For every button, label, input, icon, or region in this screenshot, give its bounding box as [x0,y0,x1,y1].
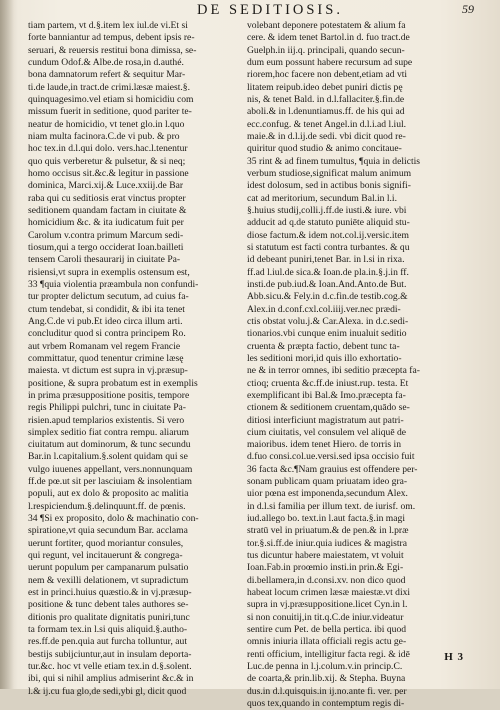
text-line: seruari, & reuersis restitui bona dimissa, se- [28,44,197,56]
text-line: homicidium &c. & ita iudicatum fuit per [28,217,184,229]
text-line: cere. & idem tenet Bartol.in d. fuo tract.de [247,32,410,44]
text-line: ti.de laude,in tract.de crimi.læsæ maiest.§. [28,81,190,93]
text-line: Alex.in d.conf.cxl.col.iiij.ver.nec prædi- [247,303,401,315]
text-line: quiritur quod studio & animo concitaue- [247,143,402,155]
text-line: tus dicuntur habere maiestatem, vt voluit [247,550,404,562]
text-line: regis Philippi pulchri, tunc in ciuitate Pa- [28,402,187,414]
text-line: maioribus. idem tenet Hiero. de torris in [247,439,401,451]
text-line: positione, & supra probatum est in exemplis [28,377,198,389]
text-line: omnis iniuria illata officiali regis actu ge- [247,636,407,648]
text-line: 33 ¶quia violentia præambula non confundi- [28,278,199,290]
text-line: aboli.& in l.denuntiamus.ff. de his qui ad [247,106,405,118]
text-line: ditionis pro qualitate dignitatis puniri,tunc [28,611,190,623]
text-line: ctioq; cruenta &c.ff.de iniust.rup. testa. Et [247,377,409,389]
text-line: de coarta,& prin.lib.xij. & Stepha. Buyna [247,673,406,685]
text-line: d.fuo consi.col.ue.versi.sed ipsa occisio fuit [247,451,415,463]
right-text-column [247,20,469,710]
text-line: cat ad meritorium, secundum Bal.in l.i. [247,192,398,204]
text-line: est in princi.huius quæstio.& in vj.præsup- [28,587,192,599]
text-line: risiensi,vt supra in exemplis ostensum est, [28,266,190,278]
text-line: neatur de homicidio, vt tenet glo.in l.quo [28,118,185,130]
text-line: vulgo iuuenes appellant, vers.nonnunquam [28,463,193,475]
text-line: qui regunt, vel incitauerunt & congrega- [28,550,183,562]
text-line: ditiosi interficiunt magistratum aut patri- [247,414,404,426]
text-line: tiosum,qui a tergo occiderat Ioan.bailleti [28,241,184,253]
text-line: ctionem & seditionem cruentam,quādo se- [247,402,410,414]
text-line: ctum tendebat, si condidit, & ibi ita tenet [28,303,185,315]
text-line: 34 ¶Si ex proposito, dolo & machinatio con- [28,513,199,525]
text-line: verbum studiose,significat malum animum [247,167,412,179]
text-line: nem & vexilli delationem, vt supradictum [28,574,189,586]
text-line: iud.allego bo. text.in l.aut facta.§.in magi [247,513,405,525]
text-line: idest dolosum, sed in actibus bonis signifi- [247,180,411,192]
text-line: volebant deponere potestatem & alium fa [247,20,406,31]
left-text-column [28,20,236,698]
page-number: 59 [462,2,474,16]
text-line: supra in vj.præsuppositione.licet Cyn.in l. [247,599,408,611]
text-line: habeat locum crimen læsæ maiestæ.vt dixi [247,587,411,599]
text-line: positione & tunc debent tales authores se- [28,599,189,611]
text-line: aut vrbem Romanam vel regem Francie [28,340,181,352]
text-line: insti.de pub.iud.& Ioan.And.Anto.de But. [247,278,407,290]
text-line: adducit ad q.de statuto puniēte aliquid stu- [247,217,410,229]
text-line: litatem reipub.ideo debet puniri dictis pę [247,81,403,93]
text-line: sonam publicam quam priuatam ideo gra- [247,476,408,488]
text-line: Carolum v.contra primum Marcum sedi- [28,229,184,241]
text-line: ecc.confug. & tenet Angel.in d.l.i.ad l.iul. [247,118,407,130]
text-line: tionarios.vbi cunque enim inualuit seditio [247,328,407,340]
text-line: dum eum possunt habere recursum ad supe [247,56,413,68]
page-header [60,2,480,20]
text-line: homo occisus sit.&c.& legitur in passione [28,167,189,179]
text-line: quo quis verberetur & pulsetur, & si neq; [28,155,186,167]
signature-mark: H 3 [444,651,464,663]
text-line: forte banniantur ad tempus, debent ipsis re- [28,32,195,44]
text-line: risien.apud templarios existentis. Si vero [28,414,185,426]
text-line: sentire cum Pet. de bella pertica. ibi quod [247,624,407,636]
text-line: exemplificant ibi Bal.& Imo.præcepta fa- [247,389,406,401]
text-line: les seditioni mori,id quis illo exhortatio- [247,352,402,364]
text-line: si statutum est facti contra turbantes. & qu [247,241,410,253]
text-line: ibi, qui si nihil amplius admiserint &c.& in [28,673,194,685]
text-line: stratū vel in priuatum.& de pen.& in l.præ [247,525,409,537]
running-title: DE SEDITIOSIS. [197,2,343,18]
text-line: bestijs subijciuntur,aut in insulam deporta- [28,648,192,660]
text-line: tur propter delictum secutum, ad cuius fa- [28,291,189,303]
text-line: in prima præsuppositione positis, tempore [28,389,190,401]
text-line: ne & in terror omnes, ibi seditio præcepta fa- [247,365,420,377]
text-line: di.bellamera,in d.consi.xv. non dico quod [247,574,406,586]
text-line: l.& ij.cu fua glo,de sedi,ybi gl, dicit quod [28,685,187,697]
text-line: 36 facta &c.¶Nam grauius est offendere per- [247,463,418,475]
gutter-shadow [0,0,14,689]
text-line: maiesta. vt dictum est supra in vj.præsup- [28,365,188,377]
text-line: bona damnatorum refert & sequitur Mar- [28,69,186,81]
text-line: §.huius studij,colli.j.ff.de iusti.& iure. vbi [247,204,407,216]
text-line: uior pœna est imponenda,secundum Alex. [247,488,408,500]
text-line: ta formam tex.in l.si quis aliquid.§.autho- [28,624,188,636]
text-line: 35 rint & ad finem tumultus, ¶quia in delictis [247,155,421,167]
text-line: Abb.sicu.& Fely.in d.c.fin.de testib.cog.& [247,291,408,303]
text-line: diose factum.& idem not.col.ij.versic.item [247,229,409,241]
text-line: ff.ad l.iul.de sica.& Ioan.de pla.in.§.j.in ff. [247,266,409,278]
text-line: committatur, quod tenentur crimine læsę [28,352,184,364]
text-line: tur.&c. hoc vt velle etiam tex.in d.§.solent. [28,661,192,673]
text-line: Ioan.Fab.in proœmio insti.in prin.& Egi- [247,562,404,574]
text-line: cruenta & præpta factio, debent tunc ta- [247,340,400,352]
text-line: quos tex,quando in contemptum regis di- [247,698,405,710]
text-line: quinquagesimo.vel etiam si homicidiu com [28,93,194,105]
text-line: cundum Odof.& Albe.de rosa,in d.authé. [28,56,184,68]
text-line: hoc tex.in d.l.qui dolo. vers.hac.l.tenentur [28,143,188,155]
text-line: l.respiciendum.§.delinquunt.ff. de pœnis. [28,500,186,512]
text-line: id debeant puniri,tenet Bar. in l.si in rixa. [247,254,405,266]
text-line: renti officium, intelligitur facta regi. & idē [247,648,410,660]
text-line: maie.& in d.l.ij.de sedi. vbi dicit quod re- [247,130,406,142]
text-line: res.ff.de pen.quia aut furcha tolluntur, aut [28,636,188,648]
text-line: tiam partem, vt d.§.item lex iul.de vi.Et si [28,20,188,31]
text-line: missum fuerit in seditione, quod pariter te- [28,106,192,118]
text-line: uerunt populum per campanarum pulsatio [28,562,189,574]
text-line: Luc.de penna in l.j.colum.v.in princip.C. [247,661,403,673]
text-line: si non conuitij,in tit.q.C.de iniur.videatur [247,611,404,623]
text-line: seditionem quandam factam in ciuitate & [28,204,187,216]
text-line: ciuitatum aut dominorum, & tunc secundu [28,439,191,451]
text-line: niam multa facinora.C.de vi pub. & pro [28,130,180,142]
text-line: dominica, Marci.xij.& Luce.xxiij.de Bar [28,180,184,192]
text-line: dus.in d.l.quisquis.in ij.no.ante fi. ver. per [247,685,407,697]
text-line: tor.§.si.ff.de iniur.quia iudices & magistra [247,537,407,549]
text-line: ff.de pœ.ut sit per lasciuiam & insolentiam [28,476,192,488]
text-line: spiratione,vt quia secundum Bar. acclama [28,525,188,537]
text-line: ctis obstat volu.j.& Car.Alexa. in d.c.sedi- [247,315,409,327]
text-line: uerunt fortiter, quod moriantur consules, [28,537,184,549]
text-line: tensem Caroli thesaurarij in ciuitate Pa- [28,254,181,266]
text-line: Ang.C.de vi pub.Et ideo circa illum arti. [28,315,183,327]
text-line: populi, aut ex dolo & proposito ac malitia [28,488,189,500]
text-line: cium ciuitatis, vel consulem vel aliquē de [247,426,407,438]
text-line: Bar.in l.capitalium.§.solent quidam qui se [28,451,188,463]
text-line: raba qui cu seditiosis erat vinctus propter [28,192,186,204]
text-line: in d.l.si familia per illum text. de iurisf. om. [247,500,416,512]
text-line: concluditur quod si contra principem Ro. [28,328,186,340]
text-line: riorem,hoc facere non debent,etiam ad vti [247,69,408,81]
text-line: Guelph.in iij.q. principali, quando secun- [247,44,405,56]
text-line: nis, & tenet Bald. in d.l.fallaciter.§.fin.de [247,93,405,105]
text-line: simplex seditio fiat contra rempu. aliarum [28,426,189,438]
